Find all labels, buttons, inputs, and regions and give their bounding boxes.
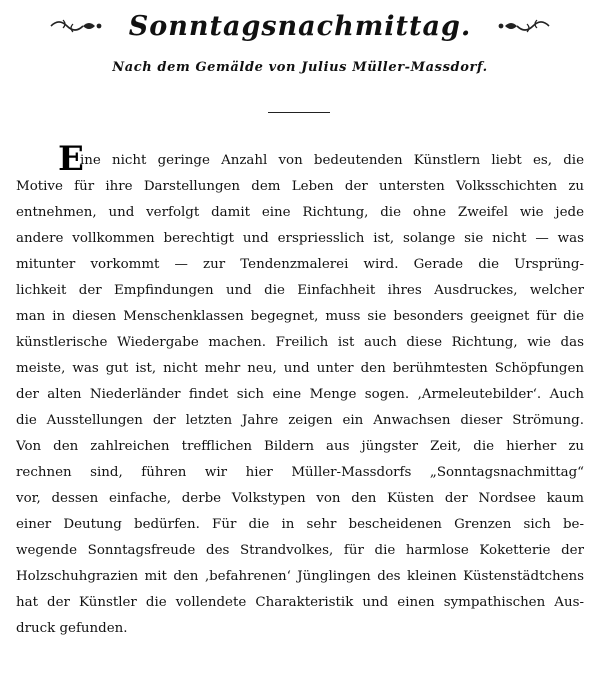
text-line: der alten Niederländer findet sich eine Menge sogen. ‚Armeleutebilder‘. Auch [16, 387, 584, 402]
text-line: vor, dessen einfache, derbe Volkstypen von den Küsten der Nordsee kaum [16, 491, 584, 506]
text-line: einer Deutung bedürfen. Für die in sehr bescheidenen Grenzen sich be- [16, 517, 584, 532]
text-line: Motive für ihre Darstellungen dem Leben der untersten Volksschichten zu [16, 179, 584, 194]
text-line: Von den zahlreichen trefflichen Bildern aus jüngster Zeit, die hierher zu [16, 439, 584, 454]
ornament-right-icon [497, 16, 551, 36]
title-row [0, 6, 600, 46]
text-line: man in diesen Menschenklassen begegnet, muss sie besonders geeignet für die [16, 309, 584, 324]
text-line: mitunter vorkommt — zur Tendenzmalerei wird. Gerade die Ursprüng- [16, 257, 584, 272]
text-line: meiste, was gut ist, nicht mehr neu, und unter den berühmtesten Schöpfungen [16, 361, 584, 376]
ornament-left-icon [49, 16, 103, 36]
text-line: ine nicht geringe Anzahl von bedeutenden Künstlern liebt es, die [80, 153, 584, 168]
text-line: druck gefunden. [16, 621, 128, 636]
text-line: hat der Künstler die vollendete Charakteristik und einen sympathischen Aus- [16, 595, 584, 610]
text-line: entnehmen, und verfolgt damit eine Richtung, die ohne Zweifel wie jede [16, 205, 584, 220]
text-line: die Ausstellungen der letzten Jahre zeigen ein Anwachsen dieser Strömung. [16, 413, 584, 428]
subtitle: Nach dem Gemälde von Julius Müller-Massdorf. [112, 60, 488, 75]
article-body [16, 139, 584, 642]
divider-rule [268, 112, 330, 113]
text-line: Holzschuhgrazien mit den ‚befahrenen‘ Jünglingen des kleinen Küstenstädtchens [16, 569, 584, 584]
text-line: lichkeit der Empfindungen und die Einfachheit ihres Ausdruckes, welcher [16, 283, 584, 298]
text-line: andere vollkommen berechtigt und erspriesslich ist, solange sie nicht — was [16, 231, 584, 246]
text-line: künstlerische Wiedergabe machen. Freilich ist auch diese Richtung, wie das [16, 335, 584, 350]
page-title: Sonntagsnachmittag. [128, 10, 472, 42]
text-line: wegende Sonntagsfreude des Strandvolkes, für die harmlose Koketterie der [16, 543, 584, 558]
text-line: rechnen sind, führen wir hier Müller-Massdorfs „Sonntagsnachmittag“ [16, 465, 584, 480]
drop-initial: E [58, 139, 84, 179]
